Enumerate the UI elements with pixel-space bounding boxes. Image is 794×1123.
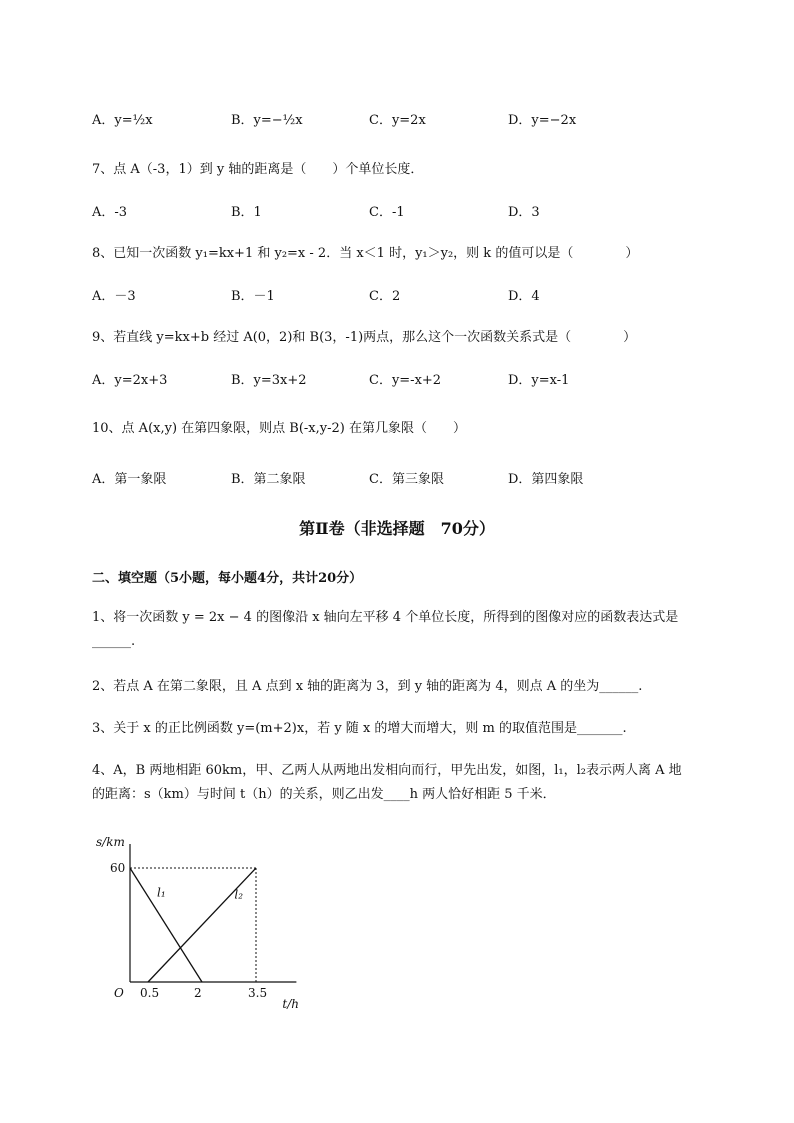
q7-option-c: C．-1 [369, 205, 405, 220]
q6-options [92, 109, 652, 129]
q9-options [92, 369, 652, 389]
q10-options [92, 468, 652, 488]
section-subhead: 二、填空题（5小题，每小题4分，共计20分） [92, 571, 363, 586]
x-axis-label: t/h [282, 997, 299, 1011]
q9-option-a: A．y=2x+3 [92, 373, 168, 388]
y-axis-label: s/km [96, 835, 125, 849]
fill-q1-line1: 1、将一次函数 y = 2x − 4 的图像沿 x 轴向左平移 4 个单位长度，所得到的图像对应的函数表达式是 [92, 610, 679, 625]
q6-option-b: B．y=−½x [231, 113, 303, 128]
q6-option-a: A．y=½x [92, 113, 153, 128]
x-tick-0-5: 0.5 [140, 986, 160, 1000]
q7-option-d: D．3 [508, 205, 540, 220]
q8-text: 8、已知一次函数 y₁=kx+1 和 y₂=x - 2．当 x＜1 时，y₁＞y₂，则 k 的值可以是（ ） [92, 246, 639, 261]
q7-text: 7、点 A（-3，1）到 y 轴的距离是（ ）个单位长度． [92, 162, 424, 177]
distance-time-graph [92, 830, 322, 1015]
q10-option-d: D．第四象限 [508, 472, 584, 487]
q8-option-c: C．2 [369, 289, 401, 304]
q8-option-a: A．－3 [92, 289, 136, 304]
origin-label: O [114, 986, 124, 1000]
y-tick-60: 60 [110, 861, 126, 875]
fill-q4 [92, 759, 732, 807]
q9-text: 9、若直线 y=kx+b 经过 A(0，2)和 B(3，-1)两点，那么这个一次函数关系式是（ ） [92, 330, 637, 345]
q9-option-d: D．y=x-1 [508, 373, 570, 388]
x-tick-2: 2 [194, 986, 202, 1000]
q8-option-b: B．－1 [231, 289, 275, 304]
q8-options [92, 285, 652, 305]
fill-q3: 3、关于 x 的正比例函数 y=(m+2)x，若 y 随 x 的增大而增大，则 m 的取值范围是_______. [92, 721, 627, 736]
series-label-l2: l₂ [234, 887, 244, 902]
q10-option-c: C．第三象限 [369, 472, 444, 487]
x-tick-3-5: 3.5 [248, 986, 268, 1000]
q6-option-d: D．y=−2x [508, 113, 577, 128]
q7-option-b: B．1 [231, 205, 262, 220]
q10-text: 10、点 A(x,y) 在第四象限，则点 B(-x,y-2) 在第几象限（ ） [92, 421, 466, 436]
fill-q2: 2、若点 A 在第二象限，且 A 点到 x 轴的距离为 3，到 y 轴的距离为 4，则点 A 的坐为______. [92, 679, 643, 694]
fill-q4-line2: 的距离：s（km）与时间 t（h）的关系，则乙出发____h 两人恰好相距 5 千米． [92, 787, 556, 802]
series-label-l1: l₁ [157, 885, 166, 900]
q10-option-b: B．第二象限 [231, 472, 306, 487]
fill-q1 [92, 606, 732, 654]
series-line-l1 [130, 868, 202, 982]
section-title: 第Ⅱ卷（非选择题 70分） [299, 519, 495, 538]
q7-option-a: A．-3 [92, 205, 128, 220]
fill-q4-line1: 4、A，B 两地相距 60km，甲、乙两人从两地出发相向而行，甲先出发，如图，l₁，l₂表示两人离 A 地 [92, 763, 682, 778]
q8-option-d: D．4 [508, 289, 540, 304]
q9-option-c: C．y=-x+2 [369, 373, 442, 388]
q10-option-a: A．第一象限 [92, 472, 167, 487]
q6-option-c: C．y=2x [369, 113, 426, 128]
fill-q1-line2: ______. [92, 634, 136, 649]
q9-option-b: B．y=3x+2 [231, 373, 307, 388]
q7-options [92, 201, 652, 221]
